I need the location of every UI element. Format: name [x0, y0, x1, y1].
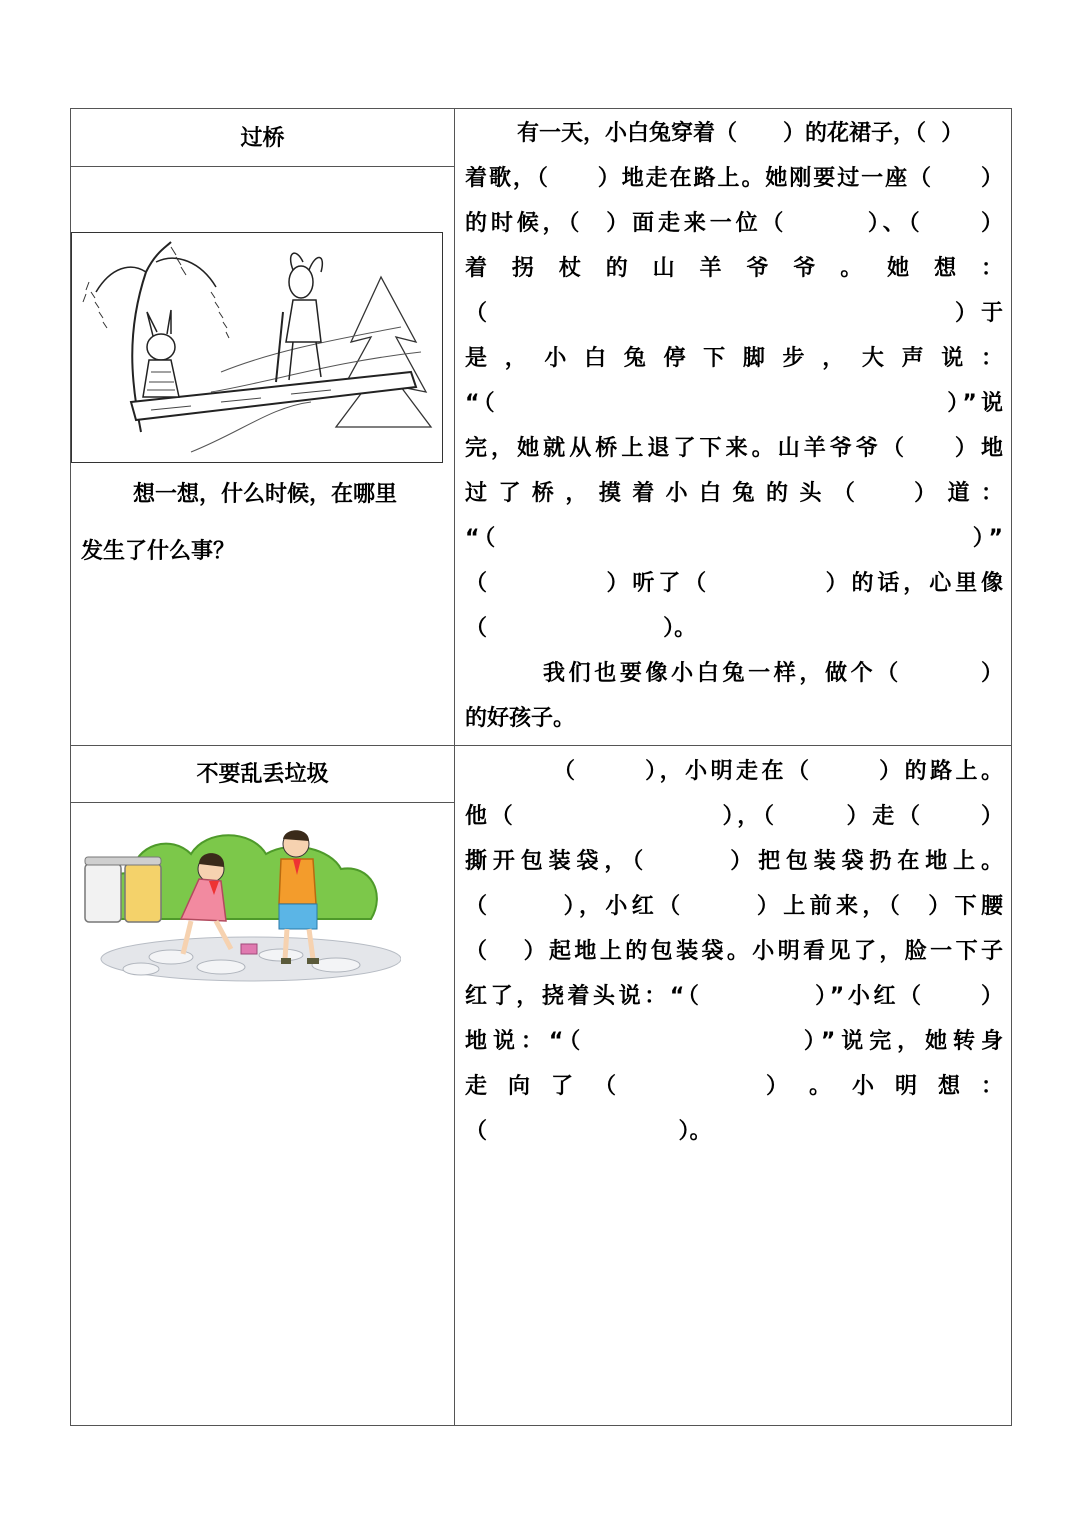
story1-line: 的好孩子。 — [465, 706, 576, 731]
story2-line: 红了，挠着头说：“（ ）”小红（ ） — [465, 984, 1003, 1009]
story2-line: （ ），小红（ ）上前来，（ ）下腰 — [465, 894, 1003, 919]
story2-line: 地说：“（ ）”说完，她转身 — [465, 1029, 1003, 1054]
section1-prompt-line1: 想一想，什么时候，在哪里 — [133, 482, 398, 507]
story2-line: 走 向 了 （ ） 。 小 明 想 ： — [465, 1074, 1003, 1099]
story1-line: 我们也要像小白兔一样，做个（ ） — [543, 661, 1003, 686]
story1-line: 是 ， 小 白 兔 停 下 脚 步 ， 大 声 说 ： — [465, 346, 1003, 371]
story1-line: 过 了 桥 ， 摸 着 小 白 兔 的 头 （ ） 道 ： — [465, 481, 1003, 506]
story2-line: （ ），小明走在（ ）的路上。 — [553, 759, 1003, 784]
story2-line: （ ）。 — [465, 1119, 712, 1144]
section1-prompt-line2: 发生了什么事？ — [81, 539, 236, 564]
story1-line: “（ ）” — [465, 526, 1003, 551]
story1-line: 着歌，（ ）地走在路上。她刚要过一座（ ） — [465, 166, 1003, 191]
worksheet-table — [70, 108, 1012, 1426]
title-divider-2 — [71, 802, 454, 803]
litter-illustration — [81, 809, 401, 984]
story1-line: 着 拐 杖 的 山 羊 爷 爷 。 她 想 ： — [465, 256, 1003, 281]
title-divider-1 — [71, 166, 454, 167]
column-divider — [454, 109, 455, 1425]
story1-line: （ ）于 — [465, 301, 1003, 326]
story1-line: 有一天，小白兔穿着（ ）的花裙子，（ ） — [517, 121, 964, 146]
section-divider — [71, 745, 1011, 746]
story1-line: （ ）。 — [465, 616, 697, 641]
story1-line: “（ ）”说 — [465, 391, 1003, 416]
story1-line: 完，她就从桥上退了下来。山羊爷爷（ ）地 — [465, 436, 1003, 461]
story2-line: 撕开包装袋，（ ）把包装袋扔在地上。 — [465, 849, 1003, 874]
story2-line: 他（ ），（ ）走（ ） — [465, 804, 1003, 829]
section1-title: 过桥 — [240, 126, 285, 151]
story1-line: 的时候，（ ）面走来一位（ ）、（ ） — [465, 211, 1003, 236]
bridge-illustration — [71, 232, 443, 463]
story2-line: （ ）起地上的包装袋。小明看见了，脸一下子 — [465, 939, 1003, 964]
story1-line: （ ）听了（ ）的话，心里像 — [465, 571, 1003, 596]
section2-title: 不要乱丢垃圾 — [196, 762, 329, 787]
